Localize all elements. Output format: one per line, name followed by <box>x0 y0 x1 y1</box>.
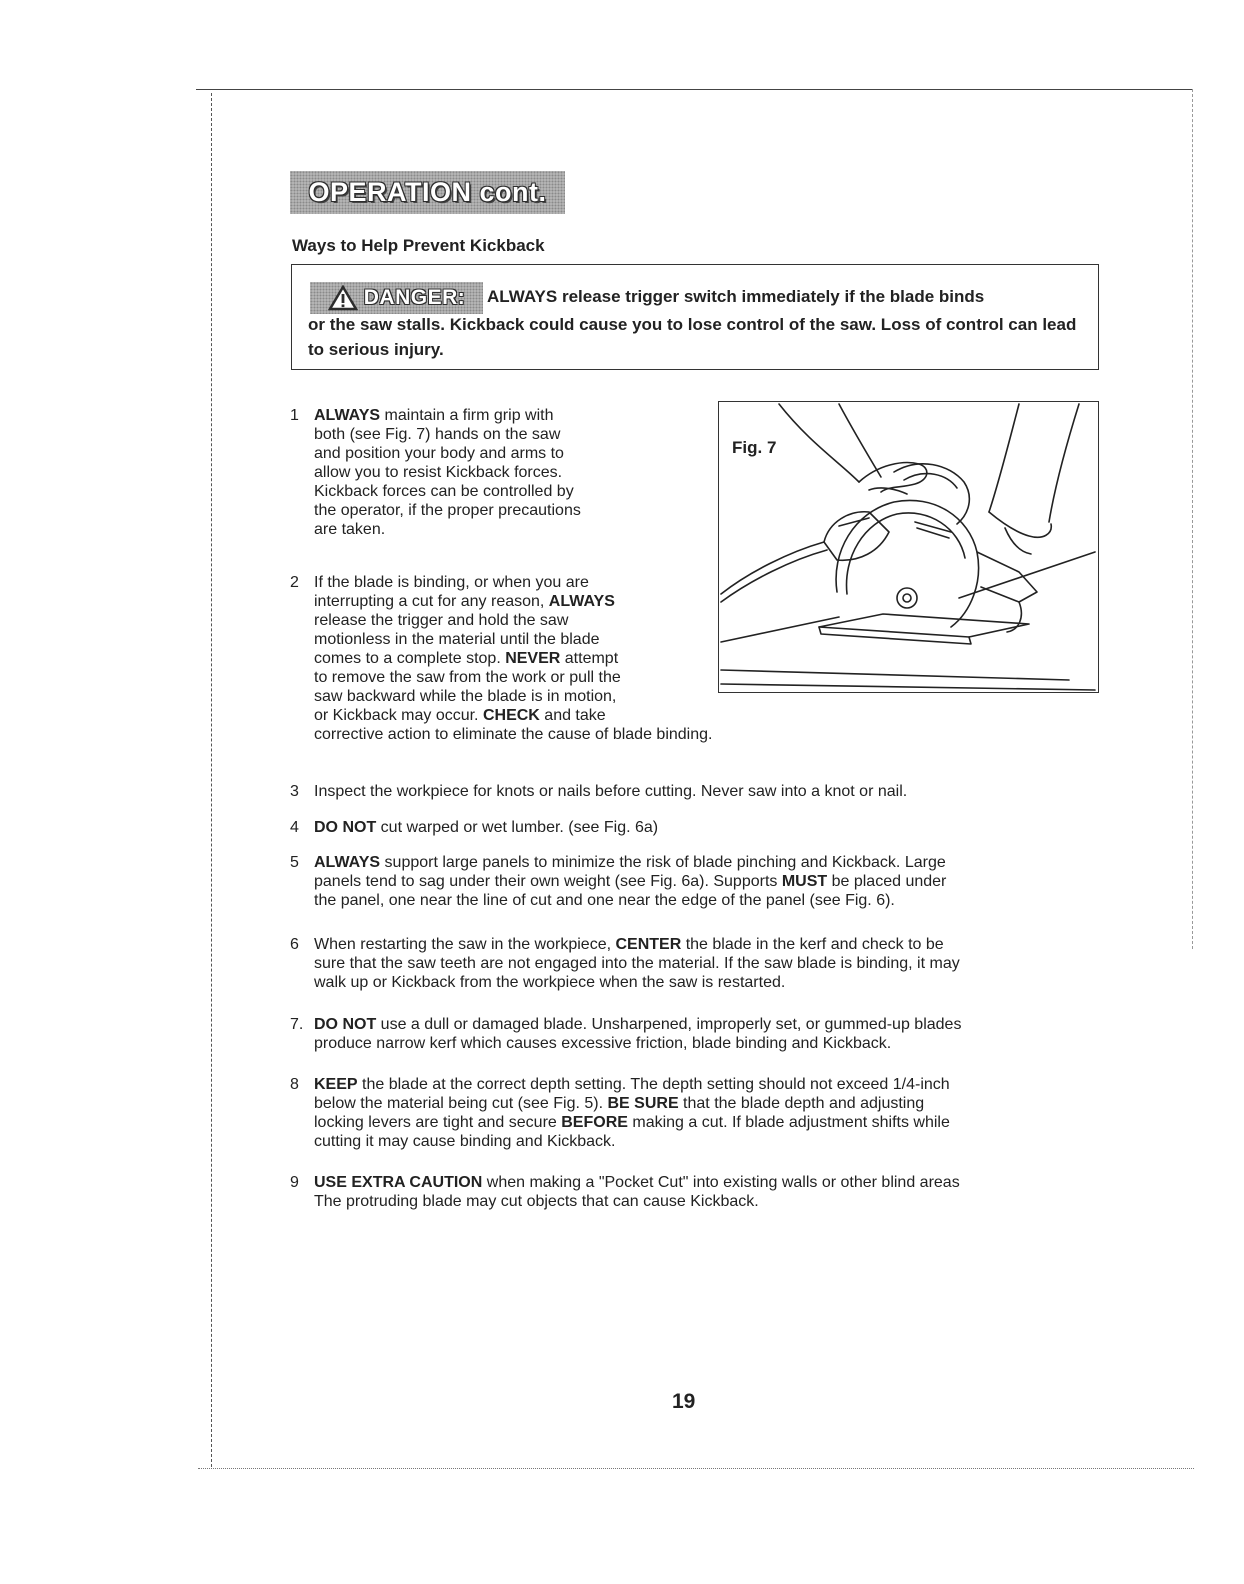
emphasis: ALWAYS <box>314 407 381 424</box>
warning-triangle-icon <box>328 285 358 311</box>
list-item-number: 8 <box>290 1076 299 1093</box>
page-frame-left <box>211 93 212 1467</box>
list-item-text: If the blade is binding, or when you are interrupting a cut for any reason, <box>314 574 589 610</box>
page-frame-top <box>196 89 1192 90</box>
emphasis: DO NOT <box>314 819 377 836</box>
list-item-number: 1 <box>290 407 299 424</box>
emphasis: DO NOT <box>314 1016 377 1033</box>
list-item-text: the blade in the kerf and check to be sure that the saw teeth are not engaged into the material. If the saw blade is binding, it may walk up or Kickback from the workpiece when the saw is restarted. <box>314 936 960 991</box>
danger-text-line1: ALWAYS release trigger switch immediately if the blade binds <box>487 287 985 306</box>
emphasis: MUST <box>781 873 828 890</box>
emphasis: CENTER <box>615 936 682 953</box>
list-item-text: support large panels to minimize the risk of blade pinching and Kickback. Large panels tend to sag under their own weight (see Fig. 6a). Supports <box>314 854 946 890</box>
emphasis: ALWAYS <box>314 854 381 871</box>
section-title: OPERATION cont. <box>308 177 547 207</box>
list-item-text: attempt to remove the saw from the work or pull the saw backward while the blade is in motion, or Kickback may occur. <box>314 650 621 724</box>
danger-text-rest: or the saw stalls. Kickback could cause you to lose control of the saw. Loss of control can lead to serious injury. <box>308 315 1077 359</box>
list-item-text: making a cut. If blade adjustment shifts while cutting it may cause binding and Kickback. <box>314 1114 950 1150</box>
list-item-text: and take corrective action to eliminate the cause of blade binding. <box>314 707 713 743</box>
list-item-5 <box>290 853 1100 910</box>
list-item-text: use a dull or damaged blade. Unsharpened, improperly set, or gummed-up blades produce narrow kerf which causes excessive friction, blade binding and Kickback. <box>314 1016 962 1052</box>
list-item-text: the blade at the correct depth setting. The depth setting should not exceed 1/4-inch below the material being cut (see Fig. 5). <box>314 1076 950 1112</box>
figure-label: Fig. 7 <box>729 438 779 458</box>
danger-badge <box>310 282 483 314</box>
page-frame-right <box>1192 89 1193 949</box>
emphasis: CHECK <box>482 707 540 724</box>
list-item-text: be placed under the panel, one near the line of cut and one near the edge of the panel (see Fig. 6). <box>314 873 947 909</box>
list-item-number: 3 <box>290 783 299 800</box>
figure-7 <box>718 401 1099 693</box>
danger-badge-label: DANGER: <box>363 286 466 309</box>
list-item-number: 7. <box>290 1016 304 1033</box>
list-item-1 <box>290 406 640 539</box>
list-item-text: When restarting the saw in the workpiece, <box>314 936 616 953</box>
list-item-text: that the blade depth and adjusting locking levers are tight and secure <box>314 1095 925 1131</box>
list-item-text: release the trigger and hold the saw motionless in the material until the blade comes to a complete stop. <box>314 612 600 667</box>
page-frame-bottom <box>198 1468 1194 1469</box>
list-item-number: 4 <box>290 819 299 836</box>
list-item-text: maintain a firm grip with both (see Fig. 7) hands on the saw and position your body and arms to allow you to resist Kickback forces. Kickback forces can be controlled by the operator, if the proper precautions are taken. <box>314 407 581 538</box>
emphasis: BEFORE <box>561 1114 628 1131</box>
list-item-number: 6 <box>290 936 299 953</box>
list-item-text: cut warped or wet lumber. (see Fig. 6a) <box>376 819 659 836</box>
danger-warning-box <box>291 264 1099 370</box>
list-item-7 <box>290 1015 1100 1053</box>
list-item-number: 5 <box>290 854 299 871</box>
page-number: 19 <box>672 1390 696 1413</box>
emphasis: USE EXTRA CAUTION <box>314 1174 483 1191</box>
list-item-text: Inspect the workpiece for knots or nails before cutting. Never saw into a knot or nail. <box>314 783 908 800</box>
list-item-9 <box>290 1173 1100 1211</box>
emphasis: NEVER <box>505 650 561 667</box>
list-item-3 <box>290 782 1100 801</box>
emphasis: ALWAYS <box>548 593 615 610</box>
list-item-text: when making a "Pocket Cut" into existing walls or other blind areas The protruding blade may cut objects that can cause Kickback. <box>314 1174 960 1210</box>
list-item-number: 2 <box>290 574 299 591</box>
emphasis: BE SURE <box>607 1095 679 1112</box>
section-title-banner <box>290 171 565 214</box>
list-item-4 <box>290 818 1100 837</box>
list-item-6 <box>290 935 1100 992</box>
emphasis: KEEP <box>314 1076 358 1093</box>
list-item-number: 9 <box>290 1174 299 1191</box>
list-item-8 <box>290 1075 1100 1151</box>
subheading: Ways to Help Prevent Kickback <box>292 236 545 255</box>
